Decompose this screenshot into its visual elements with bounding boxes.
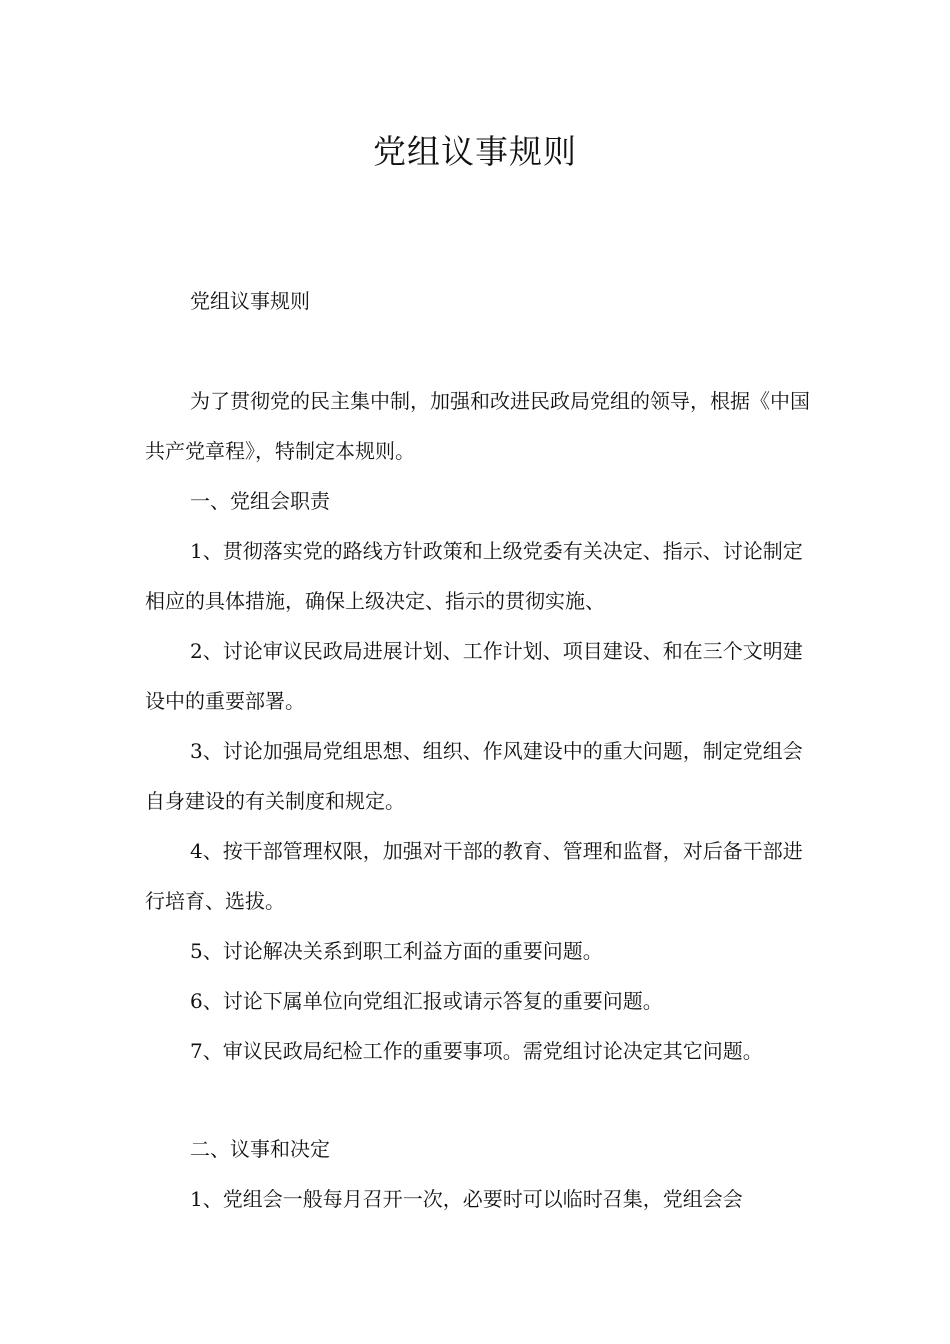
duty-item-6: 6、讨论下属单位向党组汇报或请示答复的重要问题。	[190, 989, 663, 1013]
section-heading-duties: 一、党组会职责	[190, 489, 330, 513]
section-heading-decisions: 二、议事和决定	[190, 1137, 330, 1161]
duty-item-1: 1、贯彻落实党的路线方针政策和上级党委有关决定、指示、讨论制定相应的具体措施，确保上级决定、指示的贯彻实施、	[145, 539, 803, 613]
duty-item-7: 7、审议民政局纪检工作的重要事项。需党组讨论决定其它问题。	[190, 1039, 763, 1063]
duty-item-4: 4、按干部管理权限，加强对干部的教育、管理和监督，对后备干部进行培育、选拔。	[145, 839, 803, 913]
decision-item-1: 1、党组会一般每月召开一次，必要时可以临时召集，党组会会	[190, 1187, 743, 1211]
duty-item-3: 3、讨论加强局党组思想、组织、作风建设中的重大问题，制定党组会自身建设的有关制度和规定。	[145, 739, 803, 813]
document-title: 党组议事规则	[373, 132, 577, 171]
document-subtitle: 党组议事规则	[190, 289, 310, 313]
duty-item-5: 5、讨论解决关系到职工利益方面的重要问题。	[190, 939, 603, 963]
intro-paragraph: 为了贯彻党的民主集中制，加强和改进民政局党组的领导，根据《中国共产党章程》，特制定本规则。	[145, 389, 810, 463]
duty-item-2: 2、讨论审议民政局进展计划、工作计划、项目建设、和在三个文明建设中的重要部署。	[145, 639, 803, 713]
